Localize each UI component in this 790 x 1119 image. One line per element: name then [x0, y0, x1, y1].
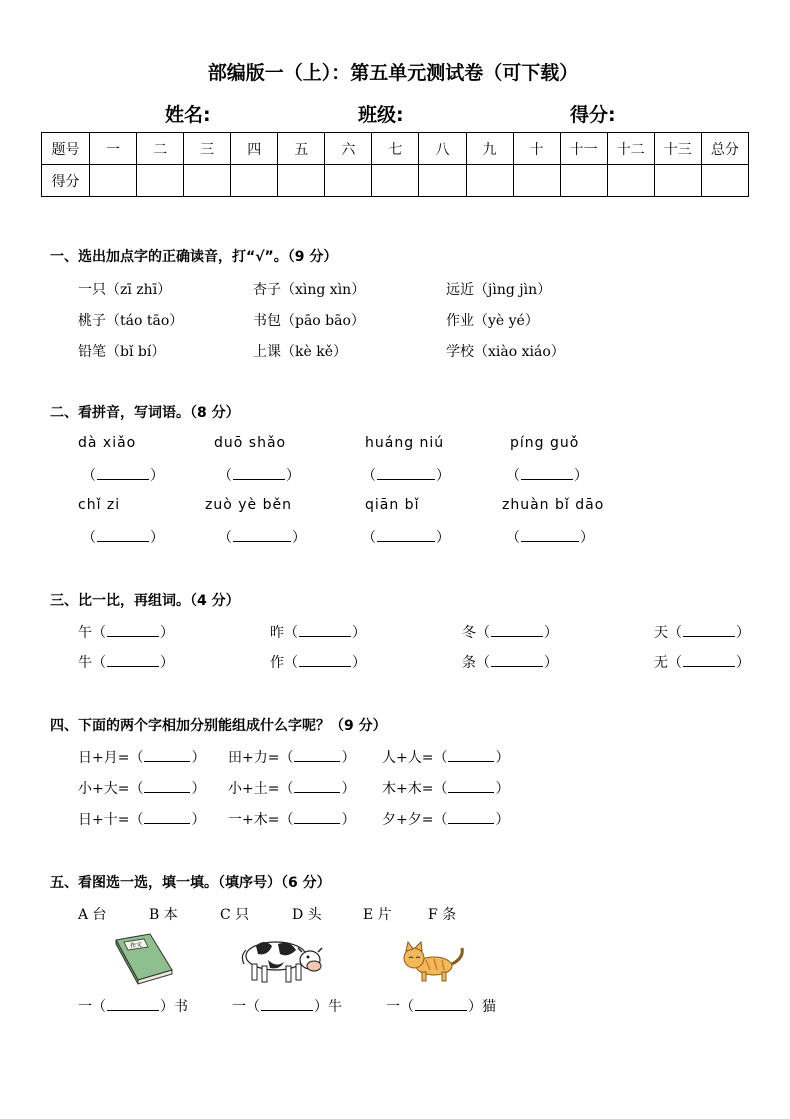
- combine-item[interactable]: 人+人=（ ）: [382, 750, 510, 766]
- score-row-label: 得分: [42, 165, 90, 197]
- score-header-cell: 题号: [42, 133, 90, 165]
- compare-char: 牛: [78, 655, 92, 671]
- compare-item[interactable]: 天（ ）: [654, 625, 750, 641]
- score-cell[interactable]: [419, 165, 466, 197]
- class-label: 班级:: [358, 104, 404, 126]
- compare-item[interactable]: 作（ ）: [270, 655, 366, 671]
- compare-char: 作: [270, 655, 284, 671]
- score-cell[interactable]: [701, 165, 748, 197]
- answer-blank[interactable]: （ ）: [218, 468, 300, 484]
- pinyin-prompt: chǐ zi: [78, 497, 121, 513]
- answer-blank[interactable]: （ ）: [82, 530, 164, 546]
- blank-prefix: 一: [232, 999, 246, 1015]
- score-header-cell: 十二: [607, 133, 654, 165]
- measure-word-blank[interactable]: 一（ ）猫: [386, 999, 496, 1015]
- reading-item[interactable]: 杏子（xìng xìn）: [253, 282, 366, 298]
- score-cell[interactable]: [325, 165, 372, 197]
- option-c: C 只: [220, 907, 250, 923]
- compare-item[interactable]: 昨（ ）: [270, 625, 366, 641]
- score-header-cell: 五: [278, 133, 325, 165]
- answer-blank[interactable]: （ ）: [362, 468, 450, 484]
- score-header-cell: 十三: [654, 133, 701, 165]
- compare-item[interactable]: 午（ ）: [78, 625, 174, 641]
- combine-item[interactable]: 小+土=（ ）: [228, 781, 356, 797]
- name-label: 姓名:: [165, 104, 211, 126]
- compare-char: 天: [654, 625, 668, 641]
- combine-item[interactable]: 木+木=（ ）: [382, 781, 510, 797]
- combine-item[interactable]: 夕+夕=（ ）: [382, 812, 510, 828]
- score-cell[interactable]: [654, 165, 701, 197]
- pinyin-prompt: huáng niú: [365, 435, 445, 451]
- combine-expr: 夕+夕=: [382, 812, 434, 828]
- score-table: [41, 132, 749, 197]
- compare-item[interactable]: 牛（ ）: [78, 655, 174, 671]
- combine-item[interactable]: 小+大=（ ）: [78, 781, 206, 797]
- option-f: F 条: [428, 907, 457, 923]
- measure-word-blank[interactable]: 一（ ）书: [78, 999, 188, 1015]
- option-e: E 片: [363, 907, 392, 923]
- reading-item[interactable]: 学校（xiào xiáo）: [446, 344, 565, 360]
- answer-blank[interactable]: （ ）: [362, 530, 450, 546]
- score-header-cell: 六: [325, 133, 372, 165]
- score-cell[interactable]: [607, 165, 654, 197]
- combine-item[interactable]: 一+木=（ ）: [228, 812, 356, 828]
- answer-blank[interactable]: （ ）: [82, 468, 164, 484]
- book-picture: [112, 930, 176, 986]
- score-cell[interactable]: [137, 165, 184, 197]
- score-cell[interactable]: [513, 165, 560, 197]
- pinyin-prompt: píng guǒ: [510, 435, 580, 451]
- combine-expr: 日+十=: [78, 812, 130, 828]
- combine-expr: 日+月=: [78, 750, 130, 766]
- option-b: B 本: [149, 907, 178, 923]
- blank-noun: 书: [174, 999, 188, 1015]
- blank-noun: 牛: [328, 999, 342, 1015]
- score-header-cell: 十一: [560, 133, 607, 165]
- score-cell[interactable]: [231, 165, 278, 197]
- score-cell[interactable]: [278, 165, 325, 197]
- pinyin-prompt: zuò yè běn: [205, 497, 292, 513]
- book-cover-label: 作文: [129, 941, 143, 950]
- combine-item[interactable]: 田+力=（ ）: [228, 750, 356, 766]
- section-3-heading: 三、比一比，再组词。（4 分）: [50, 593, 240, 609]
- compare-char: 午: [78, 625, 92, 641]
- reading-item[interactable]: 书包（pāo bāo）: [253, 313, 365, 329]
- reading-item[interactable]: 上课（kè kě）: [253, 344, 347, 360]
- score-cell[interactable]: [90, 165, 137, 197]
- section-4-heading: 四、下面的两个字相加分别能组成什么字呢？（9 分）: [50, 718, 387, 734]
- combine-expr: 一+木=: [228, 812, 280, 828]
- score-header-cell: 七: [372, 133, 419, 165]
- combine-expr: 木+木=: [382, 781, 434, 797]
- combine-item[interactable]: 日+月=（ ）: [78, 750, 206, 766]
- section-5-heading: 五、看图选一选，填一填。（填序号）（6 分）: [50, 875, 331, 891]
- answer-blank[interactable]: （ ）: [506, 530, 594, 546]
- score-cell[interactable]: [466, 165, 513, 197]
- compare-item[interactable]: 冬（ ）: [462, 625, 558, 641]
- option-a: A 台: [78, 907, 107, 923]
- compare-char: 无: [654, 655, 668, 671]
- compare-char: 昨: [270, 625, 284, 641]
- score-header-cell: 四: [231, 133, 278, 165]
- section-1-heading: 一、选出加点字的正确读音，打“√”。（9 分）: [50, 249, 338, 265]
- pinyin-prompt: dà xiǎo: [78, 435, 137, 451]
- answer-blank[interactable]: （ ）: [506, 468, 588, 484]
- score-header-cell: 十: [513, 133, 560, 165]
- cat-picture: [398, 940, 468, 984]
- blank-prefix: 一: [386, 999, 400, 1015]
- cow-picture: [238, 934, 324, 988]
- reading-item[interactable]: 桃子（táo tāo）: [78, 313, 184, 329]
- pinyin-prompt: zhuàn bǐ dāo: [502, 497, 605, 513]
- combine-item[interactable]: 日+十=（ ）: [78, 812, 206, 828]
- page-title: 部编版一（上）：第五单元测试卷（可下载）: [207, 62, 579, 84]
- reading-item[interactable]: 铅笔（bǐ bí）: [78, 344, 166, 360]
- reading-item[interactable]: 作业（yè yé）: [446, 313, 539, 329]
- score-label: 得分:: [570, 104, 616, 126]
- score-table-header-row: [42, 133, 749, 165]
- combine-expr: 田+力=: [228, 750, 280, 766]
- score-table-row: [42, 165, 749, 197]
- compare-char: 条: [462, 655, 476, 671]
- measure-word-blank[interactable]: 一（ ）牛: [232, 999, 342, 1015]
- answer-blank[interactable]: （ ）: [218, 530, 306, 546]
- score-cell[interactable]: [372, 165, 419, 197]
- compare-item[interactable]: 条（ ）: [462, 655, 558, 671]
- blank-prefix: 一: [78, 999, 92, 1015]
- score-header-cell: 八: [419, 133, 466, 165]
- combine-expr: 人+人=: [382, 750, 434, 766]
- score-header-cell: 九: [466, 133, 513, 165]
- score-header-cell: 一: [90, 133, 137, 165]
- pinyin-prompt: duō shǎo: [214, 435, 287, 451]
- reading-item[interactable]: 一只（zī zhī）: [78, 282, 172, 298]
- score-header-cell: 二: [137, 133, 184, 165]
- combine-expr: 小+大=: [78, 781, 130, 797]
- score-header-cell: 三: [184, 133, 231, 165]
- combine-expr: 小+土=: [228, 781, 280, 797]
- pinyin-prompt: qiān bǐ: [365, 497, 420, 513]
- reading-item[interactable]: 远近（jìng jìn）: [446, 282, 552, 298]
- compare-item[interactable]: 无（ ）: [654, 655, 750, 671]
- score-cell[interactable]: [184, 165, 231, 197]
- score-cell[interactable]: [560, 165, 607, 197]
- section-2-heading: 二、看拼音，写词语。（8 分）: [50, 405, 240, 421]
- option-d: D 头: [292, 907, 322, 923]
- score-header-cell: 总分: [701, 133, 748, 165]
- compare-char: 冬: [462, 625, 476, 641]
- blank-noun: 猫: [482, 999, 496, 1015]
